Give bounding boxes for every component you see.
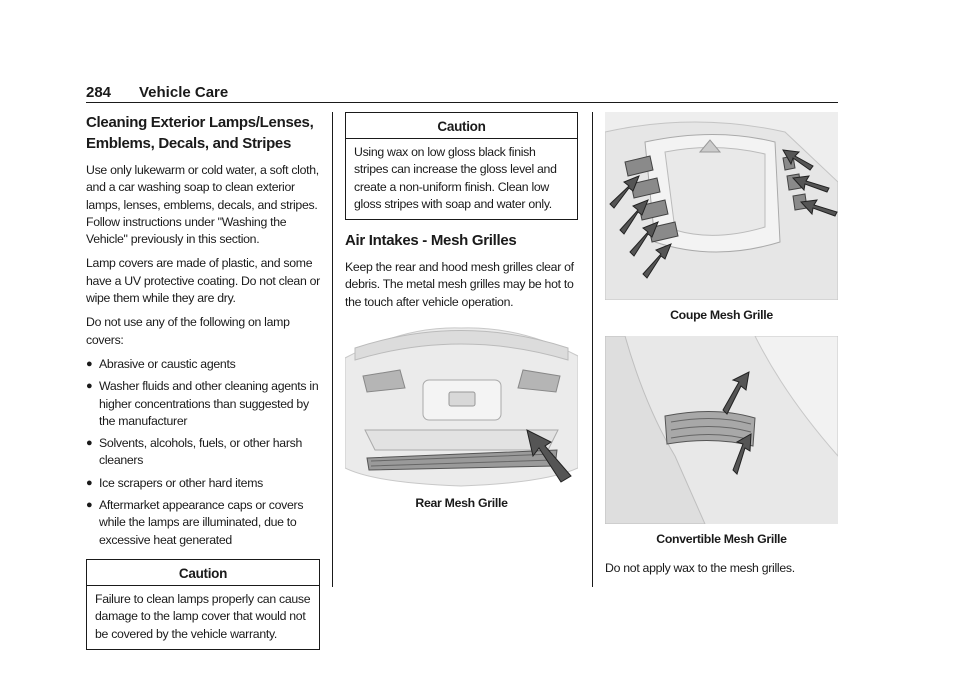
bullet-icon: ● bbox=[86, 499, 93, 512]
convertible-mesh-grille-illustration bbox=[605, 336, 838, 524]
figure-caption: Rear Mesh Grille bbox=[415, 496, 508, 511]
bullet-icon: ● bbox=[86, 476, 93, 489]
coupe-mesh-grille-illustration bbox=[605, 112, 838, 300]
header-rule bbox=[86, 102, 838, 103]
caution-box bbox=[86, 559, 320, 650]
paragraph: Keep the rear and hood mesh grilles clear of debris. The metal mesh grilles may be hot to the touch after vehicle operation. bbox=[345, 260, 574, 309]
bullet-icon: ● bbox=[86, 437, 93, 450]
list-item: ● Washer fluids and other cleaning agents in higher concentrations than suggested by the manufacturer bbox=[86, 379, 319, 428]
figure-caption: Convertible Mesh Grille bbox=[656, 532, 787, 546]
rear-car-illustration bbox=[345, 318, 578, 488]
section-heading-cleaning: Cleaning Exterior Lamps/Lenses, Emblems, Decals, and Stripes bbox=[86, 114, 314, 152]
bullet-icon: ● bbox=[86, 357, 93, 370]
column-3 bbox=[605, 112, 838, 584]
paragraph: Do not use any of the following on lamp covers: bbox=[86, 315, 290, 347]
page-number: 284 bbox=[86, 84, 112, 101]
bullet-icon: ● bbox=[86, 380, 93, 393]
paragraph: Use only lukewarm or cold water, a soft cloth, and a car washing soap to clean exterior lamps, lenses, emblems, decals, and stripes. Follow instructions under "Washing the Vehicle" previously in this section. bbox=[86, 163, 319, 247]
list-item: ● Ice scrapers or other hard items bbox=[86, 475, 320, 492]
bullet-list bbox=[86, 356, 320, 549]
list-item: ● Solvents, alcohols, fuels, or other harsh cleaners bbox=[86, 436, 303, 468]
page-header bbox=[86, 84, 838, 104]
paragraph: Do not apply wax to the mesh grilles. bbox=[605, 561, 795, 575]
section-title: Vehicle Care bbox=[139, 84, 229, 101]
paragraph: Lamp covers are made of plastic, and some have a UV protective coating. Do not clean or wipe them while they are dry. bbox=[86, 256, 320, 306]
column-2 bbox=[345, 112, 578, 524]
rear-mesh-grille-illustration bbox=[345, 318, 578, 488]
column-1 bbox=[86, 112, 320, 660]
figure-caption: Coupe Mesh Grille bbox=[670, 308, 773, 322]
coupe-car-illustration bbox=[605, 112, 838, 300]
caution-title: Caution bbox=[87, 560, 319, 586]
convertible-car-illustration bbox=[605, 336, 838, 524]
list-item: ● Aftermarket appearance caps or covers while the lamps are illuminated, due to excessive heat generated bbox=[86, 498, 304, 547]
caution-box bbox=[345, 112, 578, 220]
caution-text: Using wax on low gloss black finish stripes can increase the gloss level and create a non-uniform finish. Clean low gloss stripes with soap and water only. bbox=[354, 145, 557, 211]
column-divider bbox=[332, 112, 333, 587]
caution-text: Failure to clean lamps properly can cause damage to the lamp cover that would not be covered by the vehicle warranty. bbox=[95, 591, 311, 641]
column-divider bbox=[592, 112, 593, 587]
caution-title: Caution bbox=[346, 113, 577, 139]
list-item: ● Abrasive or caustic agents bbox=[86, 356, 320, 373]
section-heading-air-intakes: Air Intakes - Mesh Grilles bbox=[345, 232, 517, 250]
